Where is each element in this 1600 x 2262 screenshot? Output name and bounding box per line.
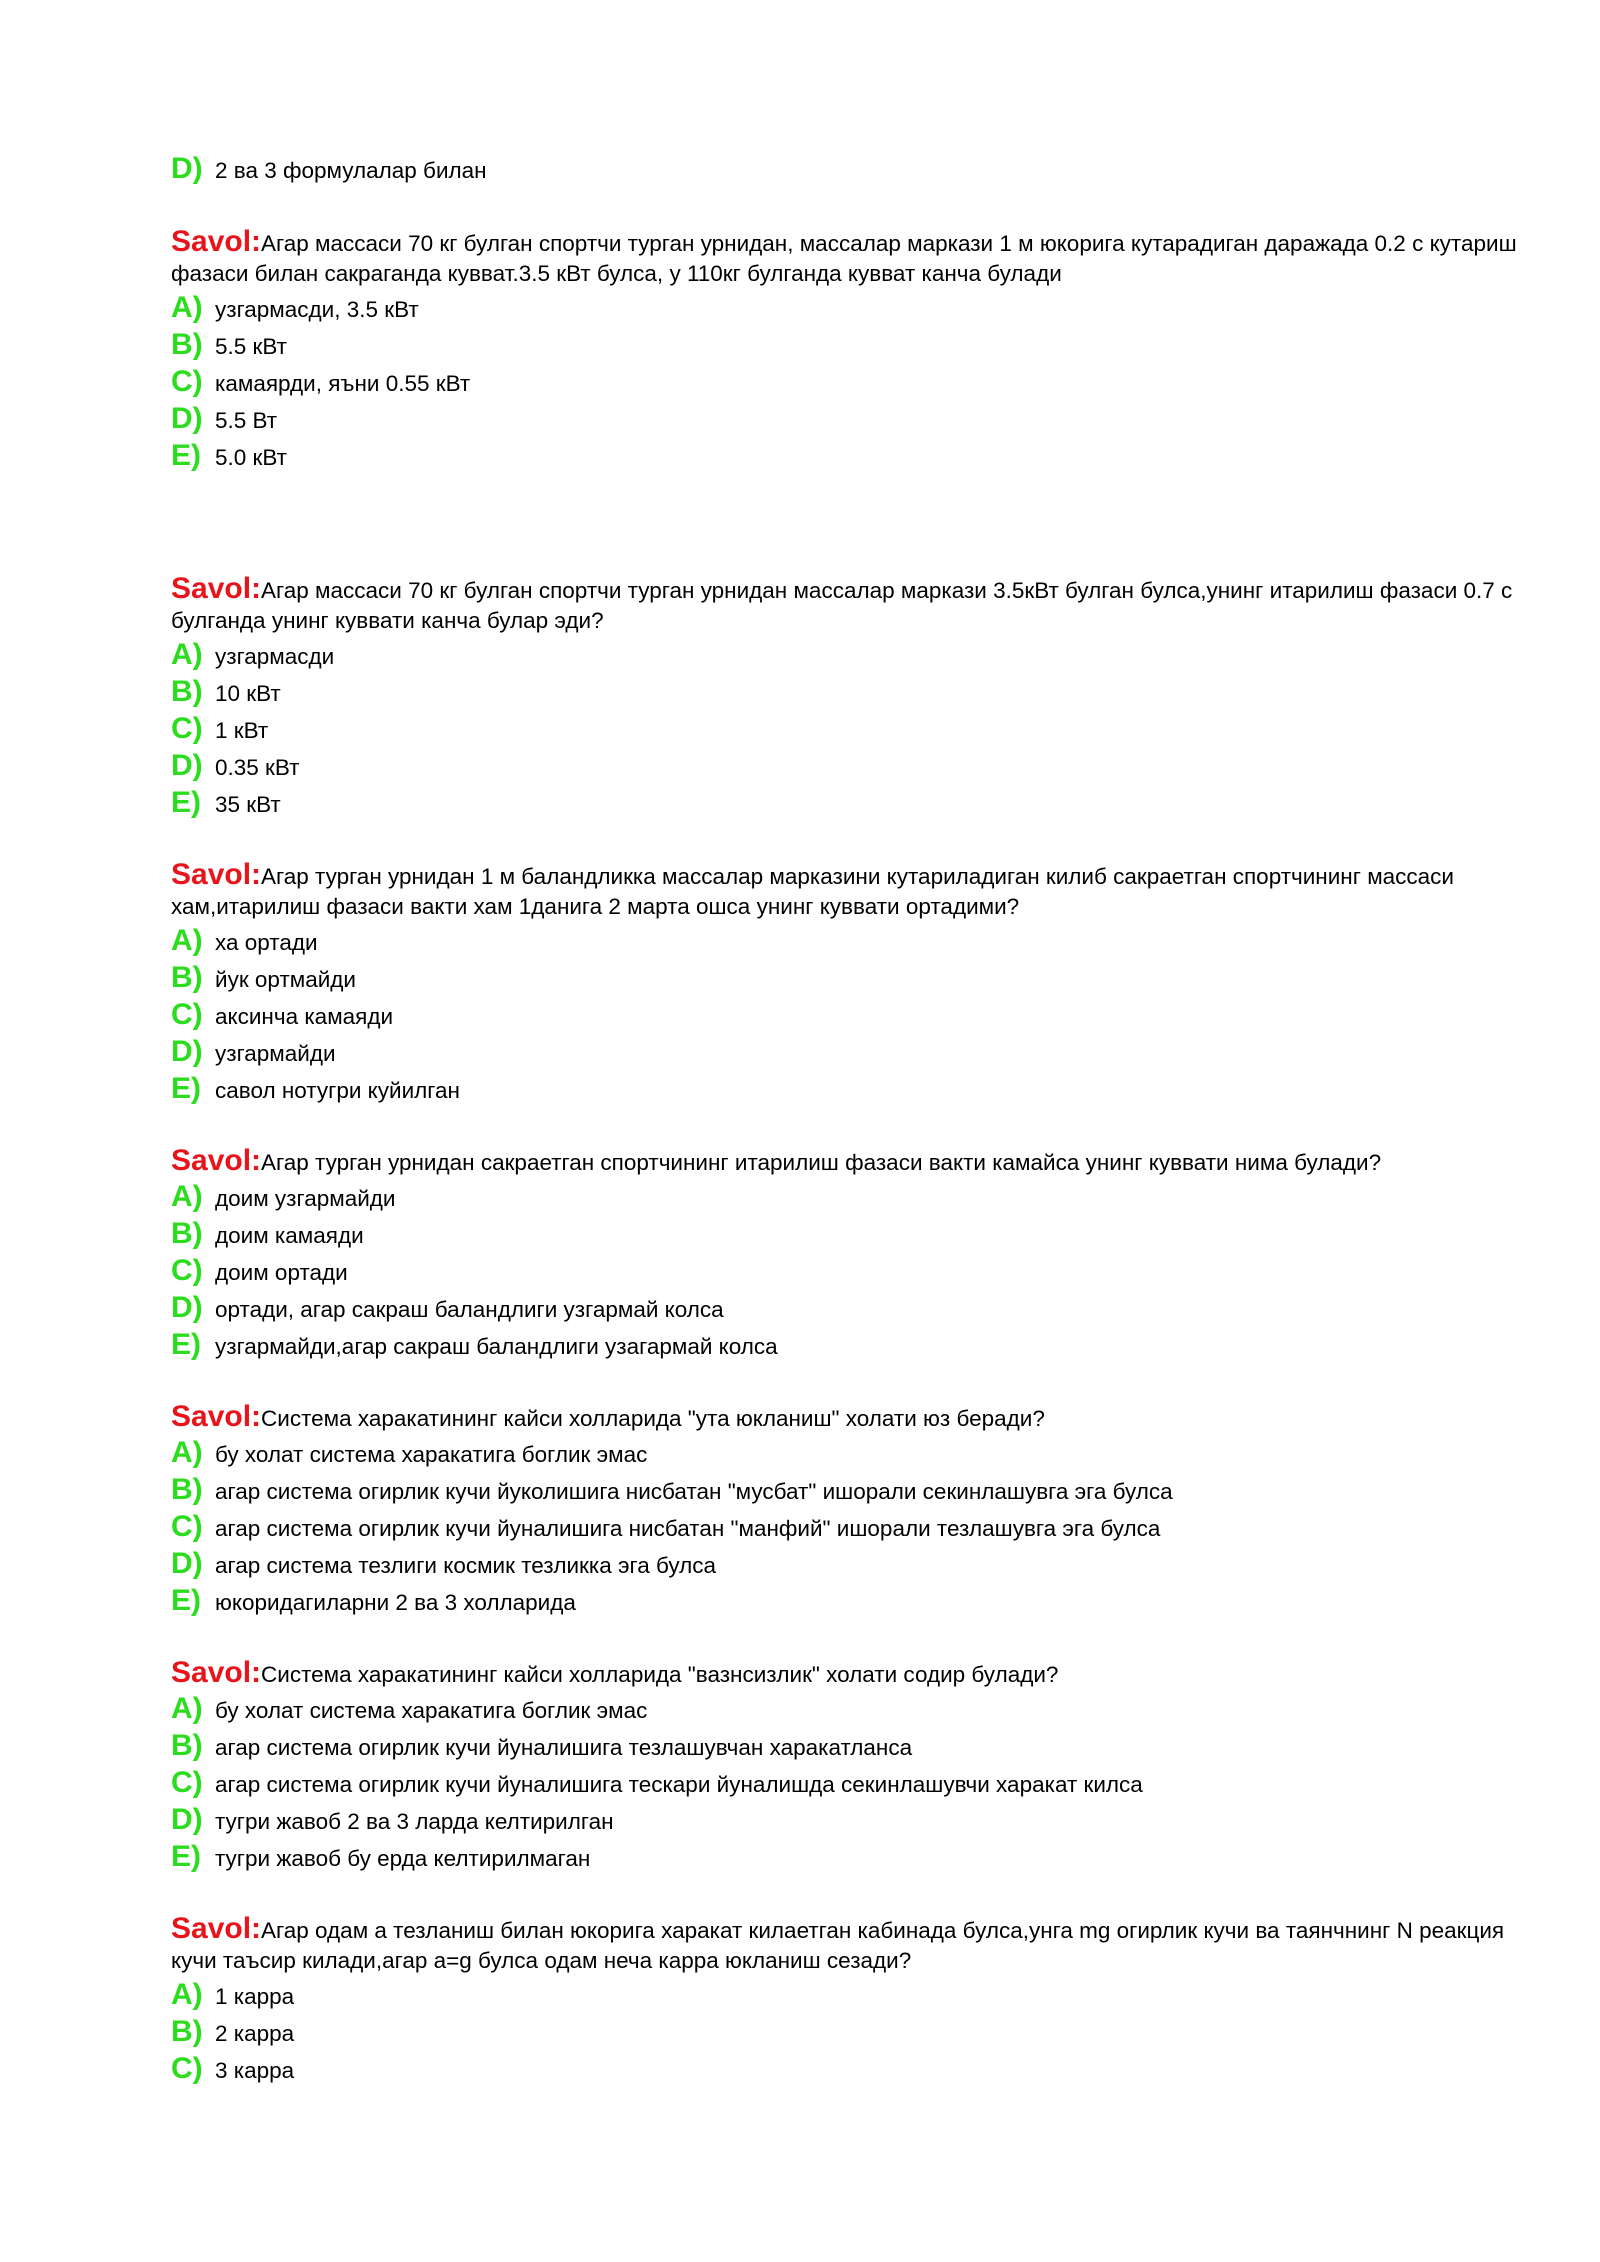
answer-option[interactable] (171, 1289, 1526, 1326)
option-text: 5.5 кВт (215, 334, 287, 359)
question-body: Агар одам а тезланиш билан юкорига харакат килаетган кабинада булса,унга mg огирлик кучи ва таянчнинг N реакция кучи таъсир килади,агар а=g булса одам неча карра юкланиш сезади? (171, 1918, 1505, 1973)
option-letter: C) (171, 1766, 203, 1799)
document-page (171, 150, 1526, 2126)
savol-label: Savol: (171, 225, 262, 258)
option-text: камаярди, яъни 0.55 кВт (215, 371, 471, 396)
question-body: Агар турган урнидан 1 м баландликка массалар марказини кутариладиган килиб сакраетган спортчининг массаси хам,итарилиш фазаси вакти хам 1данига 2 марта ошса унинг куввати ортадими? (171, 864, 1455, 919)
answer-option[interactable] (171, 1838, 1526, 1875)
option-letter: D) (171, 1291, 203, 1324)
savol-label: Savol: (171, 1656, 262, 1689)
option-letter: B) (171, 1217, 203, 1250)
option-text: доим ортади (215, 1260, 348, 1285)
option-text: доим узгармайди (215, 1186, 396, 1211)
option-text: йук ортмайди (215, 967, 356, 992)
option-text: 5.5 Вт (215, 408, 278, 433)
option-letter: D) (171, 402, 203, 435)
option-letter: D) (171, 1035, 203, 1068)
option-text: 10 кВт (215, 681, 281, 706)
option-text: 35 кВт (215, 792, 281, 817)
option-letter: E) (171, 786, 201, 819)
savol-label: Savol: (171, 1400, 262, 1433)
answer-option[interactable] (171, 2013, 1526, 2050)
answer-option[interactable] (171, 996, 1526, 1033)
question-block (171, 860, 1526, 1107)
option-text: тугри жавоб бу ерда келтирилмаган (215, 1846, 591, 1871)
answer-option[interactable] (171, 1508, 1526, 1545)
option-letter: C) (171, 712, 203, 745)
option-text: агар система огирлик кучи йуналишига тезлашувчан харакатланса (215, 1735, 913, 1760)
answer-option[interactable] (171, 1471, 1526, 1508)
answer-option[interactable] (171, 2050, 1526, 2087)
answer-option[interactable] (171, 1178, 1526, 1215)
option-letter: A) (171, 1180, 203, 1213)
question-block (171, 574, 1526, 821)
option-text: доим камаяди (215, 1223, 364, 1248)
answer-option[interactable] (171, 747, 1526, 784)
answer-option[interactable] (171, 289, 1526, 326)
option-letter: A) (171, 924, 203, 957)
answer-option[interactable] (171, 784, 1526, 821)
question-body: Агар турган урнидан сакраетган спортчининг итарилиш фазаси вакти камайса унинг куввати нима булади? (261, 1150, 1382, 1175)
option-text: узгармасди (215, 644, 335, 669)
option-letter: E) (171, 1072, 201, 1105)
option-text: ха ортади (215, 930, 318, 955)
question-text (171, 1402, 1526, 1434)
answer-option[interactable] (171, 400, 1526, 437)
option-letter: D) (171, 1803, 203, 1836)
answer-option[interactable] (171, 1690, 1526, 1727)
option-text: тугри жавоб 2 ва 3 ларда келтирилган (215, 1809, 614, 1834)
option-text: бу холат система харакатига боглик эмас (215, 1698, 648, 1723)
question-body: Агар массаси 70 кг булган спортчи турган урнидан массалар маркази 3.5кВт булган булса,унинг итарилиш фазаси 0.7 с булганда унинг куввати канча булар эди? (171, 578, 1513, 633)
question-text (171, 1658, 1526, 1690)
answer-option[interactable] (171, 150, 1526, 187)
option-letter: B) (171, 1729, 203, 1762)
option-letter: D) (171, 749, 203, 782)
question-block (171, 1402, 1526, 1619)
question-block (171, 1146, 1526, 1363)
option-text: ортади, агар сакраш баландлиги узгармай колса (215, 1297, 724, 1322)
option-letter: C) (171, 365, 203, 398)
answer-option[interactable] (171, 1545, 1526, 1582)
question-text (171, 1914, 1526, 1976)
savol-label: Savol: (171, 572, 262, 605)
option-text: узгармасди, 3.5 кВт (215, 297, 419, 322)
question-text (171, 227, 1526, 289)
option-letter: E) (171, 1328, 201, 1361)
question-body: Система харакатининг кайси холларида "ута юкланиш" холати юз беради? (261, 1406, 1045, 1431)
answer-option[interactable] (171, 636, 1526, 673)
option-text: 1 кВт (215, 718, 269, 743)
answer-option[interactable] (171, 959, 1526, 996)
option-text: узгармайди (215, 1041, 336, 1066)
option-text: 0.35 кВт (215, 755, 300, 780)
answer-option[interactable] (171, 1252, 1526, 1289)
option-letter: D) (171, 152, 203, 185)
question-block (171, 227, 1526, 474)
option-letter: A) (171, 1978, 203, 2011)
answer-option[interactable] (171, 1070, 1526, 1107)
option-letter: C) (171, 998, 203, 1031)
answer-option[interactable] (171, 437, 1526, 474)
savol-label: Savol: (171, 1144, 262, 1177)
question-text (171, 860, 1526, 922)
answer-option[interactable] (171, 710, 1526, 747)
option-letter: C) (171, 2052, 203, 2085)
option-letter: C) (171, 1254, 203, 1287)
question-body: Агар массаси 70 кг булган спортчи турган урнидан, массалар маркази 1 м юкорига кутарадиган даражада 0.2 с кутариш фазаси билан сакраганда кувват.3.5 кВт булса, у 110кг булганда кувват канча булади (171, 231, 1517, 286)
option-text: 2 карра (215, 2021, 295, 2046)
option-letter: E) (171, 1840, 201, 1873)
question-text (171, 1146, 1526, 1178)
answer-option[interactable] (171, 1976, 1526, 2013)
option-letter: A) (171, 1436, 203, 1469)
answer-option[interactable] (171, 1764, 1526, 1801)
answer-option[interactable] (171, 326, 1526, 363)
answer-option[interactable] (171, 1215, 1526, 1252)
option-letter: B) (171, 675, 203, 708)
answer-option[interactable] (171, 1727, 1526, 1764)
option-letter: A) (171, 1692, 203, 1725)
option-text: агар система огирлик кучи йуналишига тескари йуналишда секинлашувчи харакат килса (215, 1772, 1143, 1797)
answer-option[interactable] (171, 673, 1526, 710)
answer-option[interactable] (171, 1801, 1526, 1838)
answer-option[interactable] (171, 1033, 1526, 1070)
savol-label: Savol: (171, 858, 262, 891)
option-letter: B) (171, 1473, 203, 1506)
answer-option[interactable] (171, 1582, 1526, 1619)
question-block (171, 1914, 1526, 2087)
option-letter: B) (171, 2015, 203, 2048)
option-text: агар система огирлик кучи йуколишига нисбатан "мусбат" ишорали секинлашувга эга булса (215, 1479, 1173, 1504)
answer-option[interactable] (171, 922, 1526, 959)
option-text: 1 карра (215, 1984, 295, 2009)
option-text: агар система огирлик кучи йуналишига нисбатан "манфий" ишорали тезлашувга эга булса (215, 1516, 1161, 1541)
option-letter: E) (171, 439, 201, 472)
question-text (171, 574, 1526, 636)
question-body: Система харакатининг кайси холларида "вазнсизлик" холати содир булади? (261, 1662, 1059, 1687)
option-text: савол нотугри куйилган (215, 1078, 460, 1103)
option-letter: B) (171, 328, 203, 361)
option-letter: D) (171, 1547, 203, 1580)
option-text: 3 карра (215, 2058, 295, 2083)
answer-option[interactable] (171, 363, 1526, 400)
option-text: 5.0 кВт (215, 445, 287, 470)
option-text: узгармайди,агар сакраш баландлиги узагармай колса (215, 1334, 778, 1359)
answer-option[interactable] (171, 1326, 1526, 1363)
option-text: 2 ва 3 формулалар билан (215, 158, 487, 183)
answer-option[interactable] (171, 1434, 1526, 1471)
option-letter: B) (171, 961, 203, 994)
savol-label: Savol: (171, 1912, 262, 1945)
option-text: аксинча камаяди (215, 1004, 394, 1029)
option-text: юкоридагиларни 2 ва 3 холларида (215, 1590, 576, 1615)
option-text: бу холат система харакатига боглик эмас (215, 1442, 648, 1467)
option-letter: A) (171, 291, 203, 324)
option-text: агар система тезлиги космик тезликка эга булса (215, 1553, 716, 1578)
option-letter: E) (171, 1584, 201, 1617)
option-letter: A) (171, 638, 203, 671)
question-block (171, 1658, 1526, 1875)
option-letter: C) (171, 1510, 203, 1543)
